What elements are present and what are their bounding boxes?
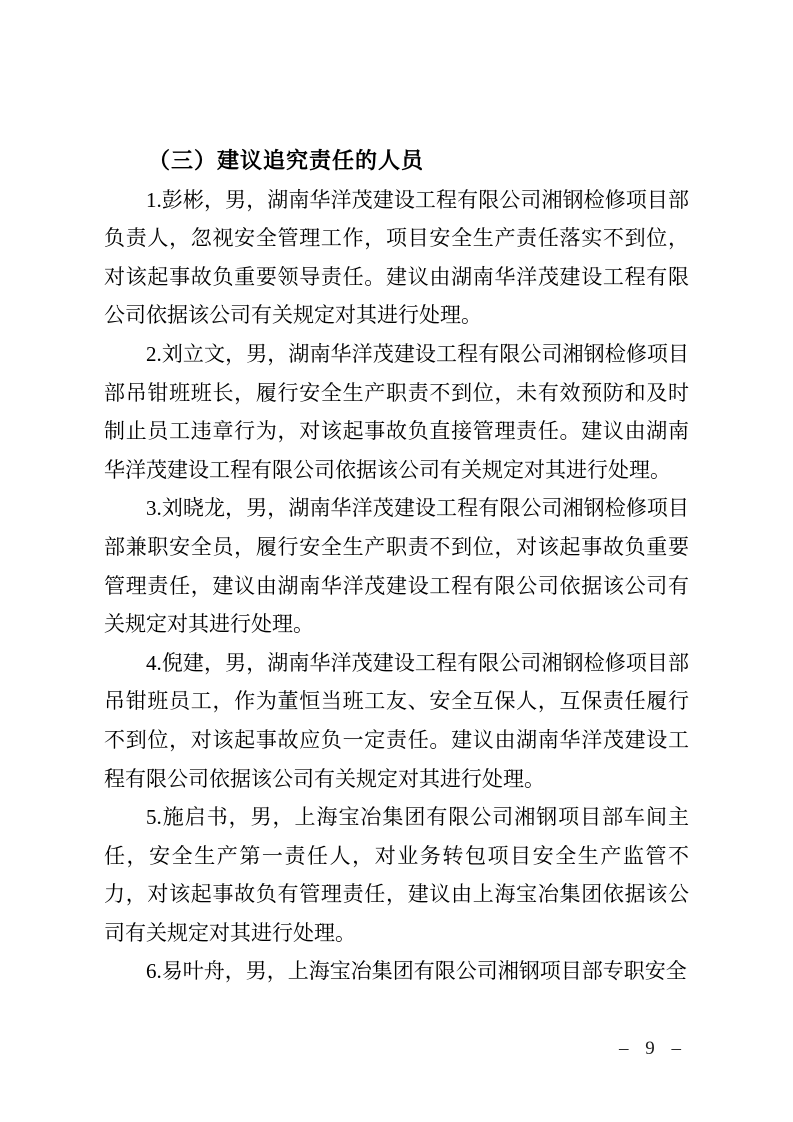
paragraph-1: 1.彭彬，男，湖南华洋茂建设工程有限公司湘钢检修项目部负责人，忽视安全管理工作，项目安全生产责任落实不到位，对该起事故负重要领导责任。建议由湖南华洋茂建设工程有限公司依据该公司有关规定对其进行处理。 xyxy=(104,187,689,328)
section-heading: （三）建议追究责任的人员 xyxy=(148,148,425,173)
page-number: – 9 – xyxy=(619,1038,687,1059)
paragraph-5: 5.施启书，男，上海宝冶集团有限公司湘钢项目部车间主任，安全生产第一责任人，对业务转包项目安全生产监管不力，对该起事故负有管理责任，建议由上海宝冶集团依据该公司有关规定对其进行处理。 xyxy=(104,805,689,945)
paragraph-3: 3.刘晓龙，男，湖南华洋茂建设工程有限公司湘钢检修项目部兼职安全员，履行安全生产职责不到位，对该起事故负重要管理责任，建议由湖南华洋茂建设工程有限公司依据该公司有关规定对其进行处理。 xyxy=(104,496,689,637)
document-body xyxy=(104,142,689,991)
paragraph-2: 2.刘立文，男，湖南华洋茂建设工程有限公司湘钢检修项目部吊钳班班长，履行安全生产职责不到位，未有效预防和及时制止员工违章行为，对该起事故负直接管理责任。建议由湖南华洋茂建设工程有限公司依据该公司有关规定对其进行处理。 xyxy=(104,341,689,482)
paragraph-4: 4.倪建，男，湖南华洋茂建设工程有限公司湘钢检修项目部吊钳班员工，作为董恒当班工友、安全互保人，互保责任履行不到位，对该起事故应负一定责任。建议由湖南华洋茂建设工程有限公司依据该公司有关规定对其进行处理。 xyxy=(104,650,689,791)
paragraph-6: 6.易叶舟，男，上海宝冶集团有限公司湘钢项目部专职安全 xyxy=(146,959,687,984)
